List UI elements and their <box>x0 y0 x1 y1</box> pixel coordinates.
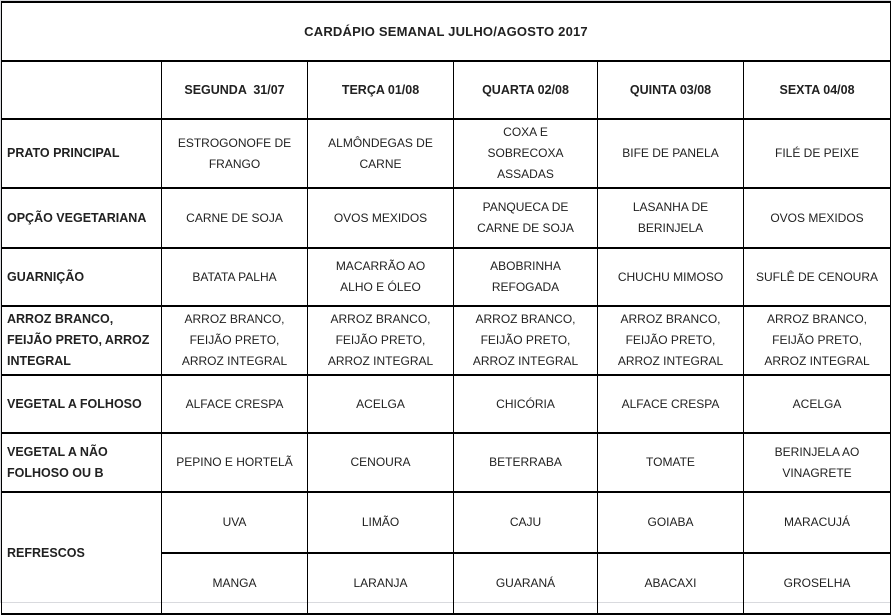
menu-cell: ACELGA <box>308 375 454 433</box>
menu-cell: ALFACE CRESPA <box>162 375 308 433</box>
menu-cell: BIFE DE PANELA <box>598 119 744 188</box>
row-label-vegetal-folhoso: VEGETAL A FOLHOSO <box>2 375 162 433</box>
menu-cell: ESTROGONOFE DE FRANGO <box>162 119 308 188</box>
menu-cell: MANGA <box>162 553 308 614</box>
row-label-arroz-feijao: ARROZ BRANCO, FEIJÃO PRETO, ARROZ INTEGRAL <box>2 306 162 375</box>
menu-cell: LASANHA DE BERINJELA <box>598 188 744 248</box>
corner-cell <box>2 61 162 119</box>
menu-cell: ABACAXI <box>598 553 744 614</box>
menu-cell: BERINJELA AO VINAGRETE <box>744 433 891 492</box>
table-row <box>2 119 891 188</box>
table-row <box>2 248 891 306</box>
menu-cell: GUARANÁ <box>454 553 598 614</box>
menu-cell: ACELGA <box>744 375 891 433</box>
menu-cell: CAJU <box>454 492 598 553</box>
title-row <box>2 2 891 61</box>
menu-cell: ABOBRINHA REFOGADA <box>454 248 598 306</box>
menu-cell: LIMÃO <box>308 492 454 553</box>
menu-cell: LARANJA <box>308 553 454 614</box>
row-label-vegetal-nao-folhoso: VEGETAL A NÃO FOLHOSO OU B <box>2 433 162 492</box>
menu-cell: SUFLÊ DE CENOURA <box>744 248 891 306</box>
table-row <box>2 433 891 492</box>
menu-cell: PEPINO E HORTELÃ <box>162 433 308 492</box>
menu-cell: GROSELHA <box>744 553 891 614</box>
menu-cell: ARROZ BRANCO, FEIJÃO PRETO, ARROZ INTEGRAL <box>598 306 744 375</box>
menu-cell: BETERRABA <box>454 433 598 492</box>
menu-cell: CENOURA <box>308 433 454 492</box>
day-header-segunda: SEGUNDA 31/07 <box>162 61 308 119</box>
menu-cell: CARNE DE SOJA <box>162 188 308 248</box>
menu-table <box>1 1 891 615</box>
menu-cell: ALMÔNDEGAS DE CARNE <box>308 119 454 188</box>
menu-cell: ARROZ BRANCO, FEIJÃO PRETO, ARROZ INTEGRAL <box>454 306 598 375</box>
menu-cell: OVOS MEXIDOS <box>744 188 891 248</box>
day-header-quinta: QUINTA 03/08 <box>598 61 744 119</box>
menu-cell: COXA E SOBRECOXA ASSADAS <box>454 119 598 188</box>
header-row <box>2 61 891 119</box>
menu-cell: PANQUECA DE CARNE DE SOJA <box>454 188 598 248</box>
menu-cell: MACARRÃO AO ALHO E ÓLEO <box>308 248 454 306</box>
document-title: CARDÁPIO SEMANAL JULHO/AGOSTO 2017 <box>2 2 891 61</box>
menu-cell: ARROZ BRANCO, FEIJÃO PRETO, ARROZ INTEGRAL <box>744 306 891 375</box>
day-header-terca: TERÇA 01/08 <box>308 61 454 119</box>
table-row <box>2 492 891 553</box>
menu-cell: TOMATE <box>598 433 744 492</box>
menu-cell: ALFACE CRESPA <box>598 375 744 433</box>
menu-cell: OVOS MEXIDOS <box>308 188 454 248</box>
row-label-refrescos: REFRESCOS <box>2 492 162 614</box>
menu-cell: MARACUJÁ <box>744 492 891 553</box>
menu-cell: CHICÓRIA <box>454 375 598 433</box>
menu-cell: UVA <box>162 492 308 553</box>
menu-cell: BATATA PALHA <box>162 248 308 306</box>
table-row <box>2 306 891 375</box>
day-header-quarta: QUARTA 02/08 <box>454 61 598 119</box>
table-row <box>2 188 891 248</box>
row-label-guarnicao: GUARNIÇÃO <box>2 248 162 306</box>
menu-cell: GOIABA <box>598 492 744 553</box>
menu-cell: CHUCHU MIMOSO <box>598 248 744 306</box>
table-row <box>2 375 891 433</box>
row-label-prato-principal: PRATO PRINCIPAL <box>2 119 162 188</box>
day-header-sexta: SEXTA 04/08 <box>744 61 891 119</box>
row-label-opcao-vegetariana: OPÇÃO VEGETARIANA <box>2 188 162 248</box>
menu-cell: ARROZ BRANCO, FEIJÃO PRETO, ARROZ INTEGRAL <box>162 306 308 375</box>
menu-cell: ARROZ BRANCO, FEIJÃO PRETO, ARROZ INTEGRAL <box>308 306 454 375</box>
menu-cell: FILÉ DE PEIXE <box>744 119 891 188</box>
